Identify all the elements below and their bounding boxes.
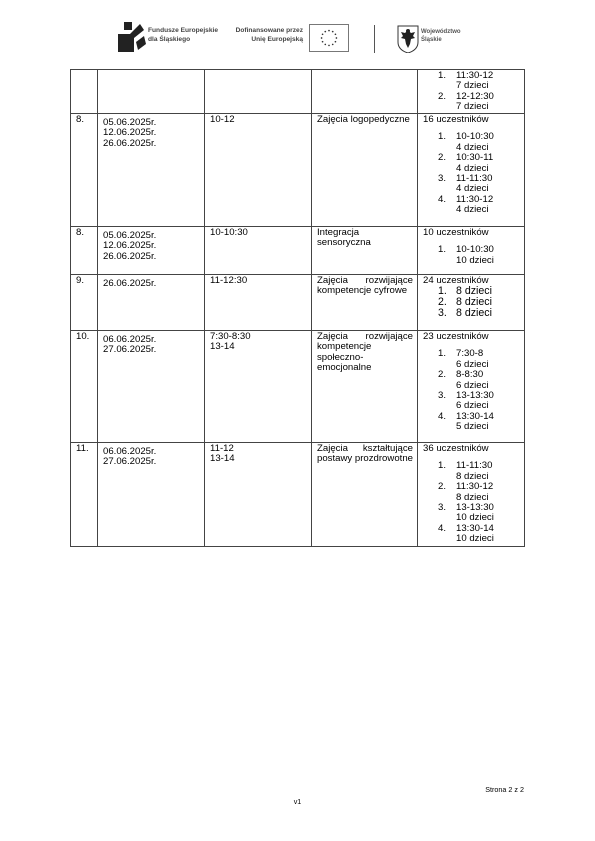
eu-star-icon bbox=[322, 33, 324, 35]
schedule-table bbox=[70, 69, 525, 547]
cell-activity bbox=[312, 275, 418, 331]
group-number: 1. bbox=[438, 285, 447, 298]
participants-count: 36 uczestników bbox=[423, 443, 489, 454]
eu-star-icon bbox=[332, 31, 334, 33]
cell-activity bbox=[312, 227, 418, 275]
group-children: 6 dzieci bbox=[456, 358, 489, 370]
group-children: 6 dzieci bbox=[456, 379, 489, 391]
list-item bbox=[423, 92, 520, 113]
activity-name: Integracja sensoryczna bbox=[317, 227, 371, 249]
list-item bbox=[423, 370, 520, 391]
list-item bbox=[423, 482, 520, 503]
cell-dates bbox=[98, 70, 205, 114]
list-item bbox=[423, 349, 520, 370]
list-item bbox=[423, 132, 520, 153]
group-time: 11:30-12 bbox=[456, 481, 494, 493]
group-children: 8 dzieci bbox=[456, 491, 489, 503]
fe-logo-icon bbox=[118, 22, 146, 52]
cell-number: 10. bbox=[71, 331, 98, 443]
group-number: 4. bbox=[438, 193, 447, 205]
group-time: 11-11:30 bbox=[456, 173, 493, 185]
activity-name: Zajęcia rozwijające kompetencje cyfrowe bbox=[317, 275, 413, 297]
group-list bbox=[423, 245, 520, 266]
table-row bbox=[71, 114, 525, 227]
activity-name: Zajęcia logopedyczne bbox=[317, 114, 410, 125]
cell-hours bbox=[205, 443, 312, 547]
group-time: 8-8:30 bbox=[456, 369, 484, 381]
group-time: 12-12:30 bbox=[456, 90, 494, 102]
cell-number: 8. bbox=[71, 227, 98, 275]
cell-dates bbox=[98, 331, 205, 443]
group-time: 10-10:30 bbox=[456, 131, 494, 143]
group-number: 1. bbox=[438, 131, 447, 143]
hours-item: 7:30-8:30 bbox=[210, 331, 251, 342]
date-item: 05.06.2025r. bbox=[103, 117, 157, 128]
date-item: 27.06.2025r. bbox=[103, 344, 157, 356]
list-item bbox=[423, 412, 520, 433]
group-time: 10:30-11 bbox=[456, 152, 494, 164]
group-number: 1. bbox=[438, 244, 447, 256]
eu-star-icon bbox=[324, 44, 326, 46]
cell-hours bbox=[205, 70, 312, 114]
group-children: 6 dzieci bbox=[456, 400, 489, 412]
date-item: 12.06.2025r. bbox=[103, 240, 157, 252]
list-item bbox=[423, 195, 520, 216]
group-children: 5 dzieci bbox=[456, 421, 489, 433]
eu-star-icon bbox=[332, 44, 334, 46]
group-time: 13:30-14 bbox=[456, 410, 494, 422]
group-children: 7 dzieci bbox=[456, 101, 489, 113]
cell-hours bbox=[205, 227, 312, 275]
eu-star-icon bbox=[321, 37, 323, 39]
eu-star-icon bbox=[328, 30, 330, 32]
participants-count: 24 uczestników bbox=[423, 275, 489, 286]
date-item: 12.06.2025r. bbox=[103, 127, 157, 139]
group-list bbox=[423, 132, 520, 215]
cell-dates bbox=[98, 443, 205, 547]
hours-item: 11-12 bbox=[210, 443, 234, 454]
cell-activity bbox=[312, 331, 418, 443]
list-item bbox=[423, 245, 520, 266]
list-item bbox=[423, 391, 520, 412]
table-row bbox=[71, 331, 525, 443]
cell-dates bbox=[98, 114, 205, 227]
eu-cofinance-text: Dofinansowane przez Unię Europejską bbox=[235, 27, 303, 43]
activity-name: Zajęcia rozwijające kompetencje społeczno-emocjonalne bbox=[317, 331, 413, 374]
hours-item: 11-12:30 bbox=[210, 275, 248, 286]
group-children: 4 dzieci bbox=[456, 162, 489, 174]
group-number: 3. bbox=[438, 390, 447, 402]
page-number: Strona 2 z 2 bbox=[485, 785, 524, 794]
cell-activity bbox=[312, 114, 418, 227]
cell-activity bbox=[312, 70, 418, 114]
group-children: 4 dzieci bbox=[456, 204, 489, 216]
group-time: 11-11:30 bbox=[456, 460, 493, 472]
date-item: 05.06.2025r. bbox=[103, 230, 157, 241]
hours-item: 13-14 bbox=[210, 341, 235, 353]
eu-flag-icon bbox=[309, 24, 349, 52]
group-number: 3. bbox=[438, 173, 447, 185]
eagle-icon bbox=[397, 24, 419, 53]
group-number: 1. bbox=[438, 70, 447, 81]
group-time: 8 dzieci bbox=[456, 285, 492, 298]
participants-count: 10 uczestników bbox=[423, 227, 489, 238]
group-number: 2. bbox=[438, 90, 447, 102]
cell-participants bbox=[418, 70, 525, 114]
group-list bbox=[423, 71, 520, 113]
eu-star-icon bbox=[335, 33, 337, 35]
group-time: 7:30-8 bbox=[456, 348, 484, 360]
eu-star-icon bbox=[335, 41, 337, 43]
voivodeship-text: Województwo Śląskie bbox=[421, 29, 461, 43]
cell-hours bbox=[205, 275, 312, 331]
cell-number: 9. bbox=[71, 275, 98, 331]
date-item: 06.06.2025r. bbox=[103, 446, 157, 457]
date-item: 26.06.2025r. bbox=[103, 250, 157, 262]
group-time: 13-13:30 bbox=[456, 502, 494, 514]
table-row bbox=[71, 70, 525, 114]
list-item bbox=[423, 503, 520, 524]
cell-participants bbox=[418, 114, 525, 227]
date-item: 26.06.2025r. bbox=[103, 137, 157, 149]
group-time: 13-13:30 bbox=[456, 390, 494, 402]
group-number: 2. bbox=[438, 481, 447, 493]
group-number: 2. bbox=[438, 152, 447, 164]
list-item bbox=[423, 71, 520, 92]
table-row bbox=[71, 275, 525, 331]
header-divider bbox=[374, 25, 375, 53]
group-children: 4 dzieci bbox=[456, 183, 489, 195]
eu-star-icon bbox=[336, 37, 338, 39]
cell-dates bbox=[98, 275, 205, 331]
page-header bbox=[0, 0, 595, 64]
group-number: 3. bbox=[438, 502, 447, 514]
group-time: 11:30-12 bbox=[456, 193, 494, 205]
cell-number bbox=[71, 70, 98, 114]
date-item: 26.06.2025r. bbox=[103, 278, 157, 289]
group-children: 7 dzieci bbox=[456, 80, 489, 92]
eu-star-icon bbox=[328, 45, 330, 47]
group-children: 10 dzieci bbox=[456, 254, 494, 266]
group-time: 8 dzieci bbox=[456, 307, 492, 320]
list-item bbox=[423, 174, 520, 195]
group-number: 3. bbox=[438, 307, 447, 320]
table-row bbox=[71, 443, 525, 547]
group-time: 13:30-14 bbox=[456, 522, 494, 534]
group-time: 11:30-12 bbox=[456, 70, 494, 81]
cell-participants bbox=[418, 275, 525, 331]
group-number: 2. bbox=[438, 296, 447, 309]
cell-participants bbox=[418, 331, 525, 443]
group-number: 4. bbox=[438, 410, 447, 422]
list-item bbox=[423, 524, 520, 545]
eu-star-icon bbox=[322, 41, 324, 43]
eu-star-icon bbox=[324, 31, 326, 33]
group-list bbox=[423, 461, 520, 544]
hours-item: 13-14 bbox=[210, 453, 235, 465]
group-list bbox=[423, 349, 520, 432]
hours-item: 10-12 bbox=[210, 114, 235, 125]
table-row bbox=[71, 227, 525, 275]
group-children: 8 dzieci bbox=[456, 470, 489, 482]
list-item bbox=[423, 308, 520, 319]
group-list bbox=[423, 286, 520, 319]
group-time: 10-10:30 bbox=[456, 244, 494, 256]
fe-logo-text: Fundusze Europejskie dla Śląskiego bbox=[148, 27, 218, 43]
cell-number: 8. bbox=[71, 114, 98, 227]
participants-count: 23 uczestników bbox=[423, 331, 489, 342]
document-version: v1 bbox=[293, 797, 302, 806]
group-number: 1. bbox=[438, 348, 447, 360]
date-item: 27.06.2025r. bbox=[103, 456, 157, 468]
cell-number: 11. bbox=[71, 443, 98, 547]
cell-dates bbox=[98, 227, 205, 275]
participants-count: 16 uczestników bbox=[423, 114, 489, 125]
group-children: 10 dzieci bbox=[456, 533, 494, 545]
cell-hours bbox=[205, 114, 312, 227]
date-item: 06.06.2025r. bbox=[103, 334, 157, 345]
cell-participants bbox=[418, 443, 525, 547]
group-children: 4 dzieci bbox=[456, 141, 489, 153]
cell-activity bbox=[312, 443, 418, 547]
list-item bbox=[423, 153, 520, 174]
cell-participants bbox=[418, 227, 525, 275]
activity-name: Zajęcia kształtujące postawy prozdrowotne bbox=[317, 443, 413, 465]
cell-hours bbox=[205, 331, 312, 443]
group-number: 4. bbox=[438, 522, 447, 534]
group-number: 1. bbox=[438, 460, 447, 472]
list-item bbox=[423, 461, 520, 482]
group-number: 2. bbox=[438, 369, 447, 381]
group-time: 8 dzieci bbox=[456, 296, 492, 309]
group-children: 10 dzieci bbox=[456, 512, 494, 524]
hours-item: 10-10:30 bbox=[210, 227, 248, 238]
